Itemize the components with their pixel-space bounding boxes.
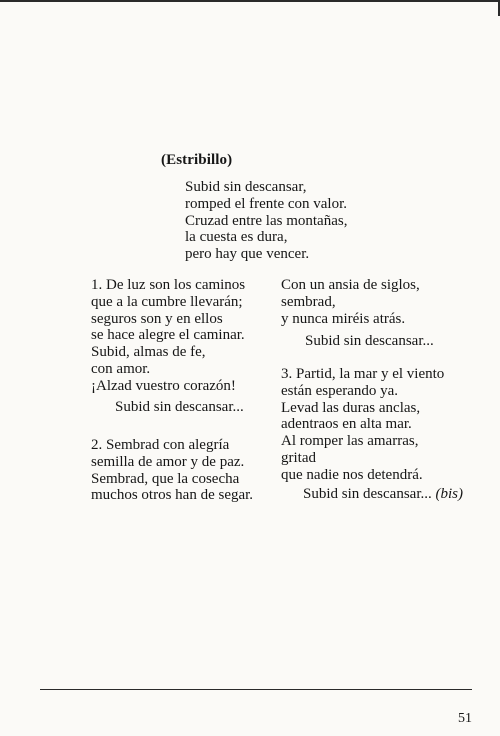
verse-line: 3. Partid, la mar y el viento: [281, 366, 445, 382]
verse-line: que nadie nos detendrá.: [281, 466, 423, 483]
footer-rule: [40, 689, 472, 690]
verse-line: Con un ansia de siglos,: [281, 277, 420, 293]
refrain-3-bis: (bis): [435, 486, 463, 502]
verse-line: Subid, almas de fe,: [91, 344, 206, 361]
verse-line: ¡Alzad vuestro corazón!: [91, 377, 236, 394]
chorus-line: romped el frente con valor.: [185, 195, 348, 212]
verse-line: gritad: [281, 449, 316, 466]
verse-2-continuation-block: [281, 277, 420, 327]
chorus-heading: (Estribillo): [161, 152, 233, 168]
verse-line: adentraos en alta mar.: [281, 416, 412, 433]
verse-line: Al romper las amarras,: [281, 433, 419, 450]
verse-1-block: [91, 277, 245, 395]
verse-line: 1. De luz son los caminos: [91, 277, 246, 293]
refrain-3-text: Subid sin descansar...: [303, 486, 432, 502]
verse-line: seguros son y en ellos: [91, 310, 223, 327]
chorus-line: Subid sin descansar,: [185, 179, 307, 195]
verse-line: que a la cumbre llevarán;: [91, 293, 243, 310]
page-number: 51: [458, 711, 472, 726]
verse-line: Levad las duras anclas,: [281, 399, 421, 416]
refrain-3: [303, 486, 463, 503]
refrain-2: Subid sin descansar...: [305, 333, 434, 349]
refrain-1: Subid sin descansar...: [115, 399, 244, 415]
verse-line: se hace alegre el caminar.: [91, 327, 245, 344]
verse-3-block: [281, 366, 444, 484]
verse-line: muchos otros han de segar.: [91, 487, 254, 504]
verse-line: semilla de amor y de paz.: [91, 453, 245, 470]
verse-2-block: [91, 437, 253, 504]
chorus-line: Cruzad entre las montañas,: [185, 212, 348, 229]
verse-line: Sembrad, que la cosecha: [91, 470, 240, 487]
chorus-line: pero hay que vencer.: [185, 246, 310, 263]
verse-line: 2. Sembrad con alegría: [91, 437, 230, 453]
verse-line: están esperando ya.: [281, 382, 399, 399]
verse-line: sembrad,: [281, 293, 336, 310]
verse-line: y nunca miréis atrás.: [281, 310, 406, 327]
verse-line: con amor.: [91, 360, 151, 377]
top-rule: [0, 0, 500, 2]
chorus-line: la cuesta es dura,: [185, 229, 288, 246]
chorus-block: [185, 179, 347, 263]
